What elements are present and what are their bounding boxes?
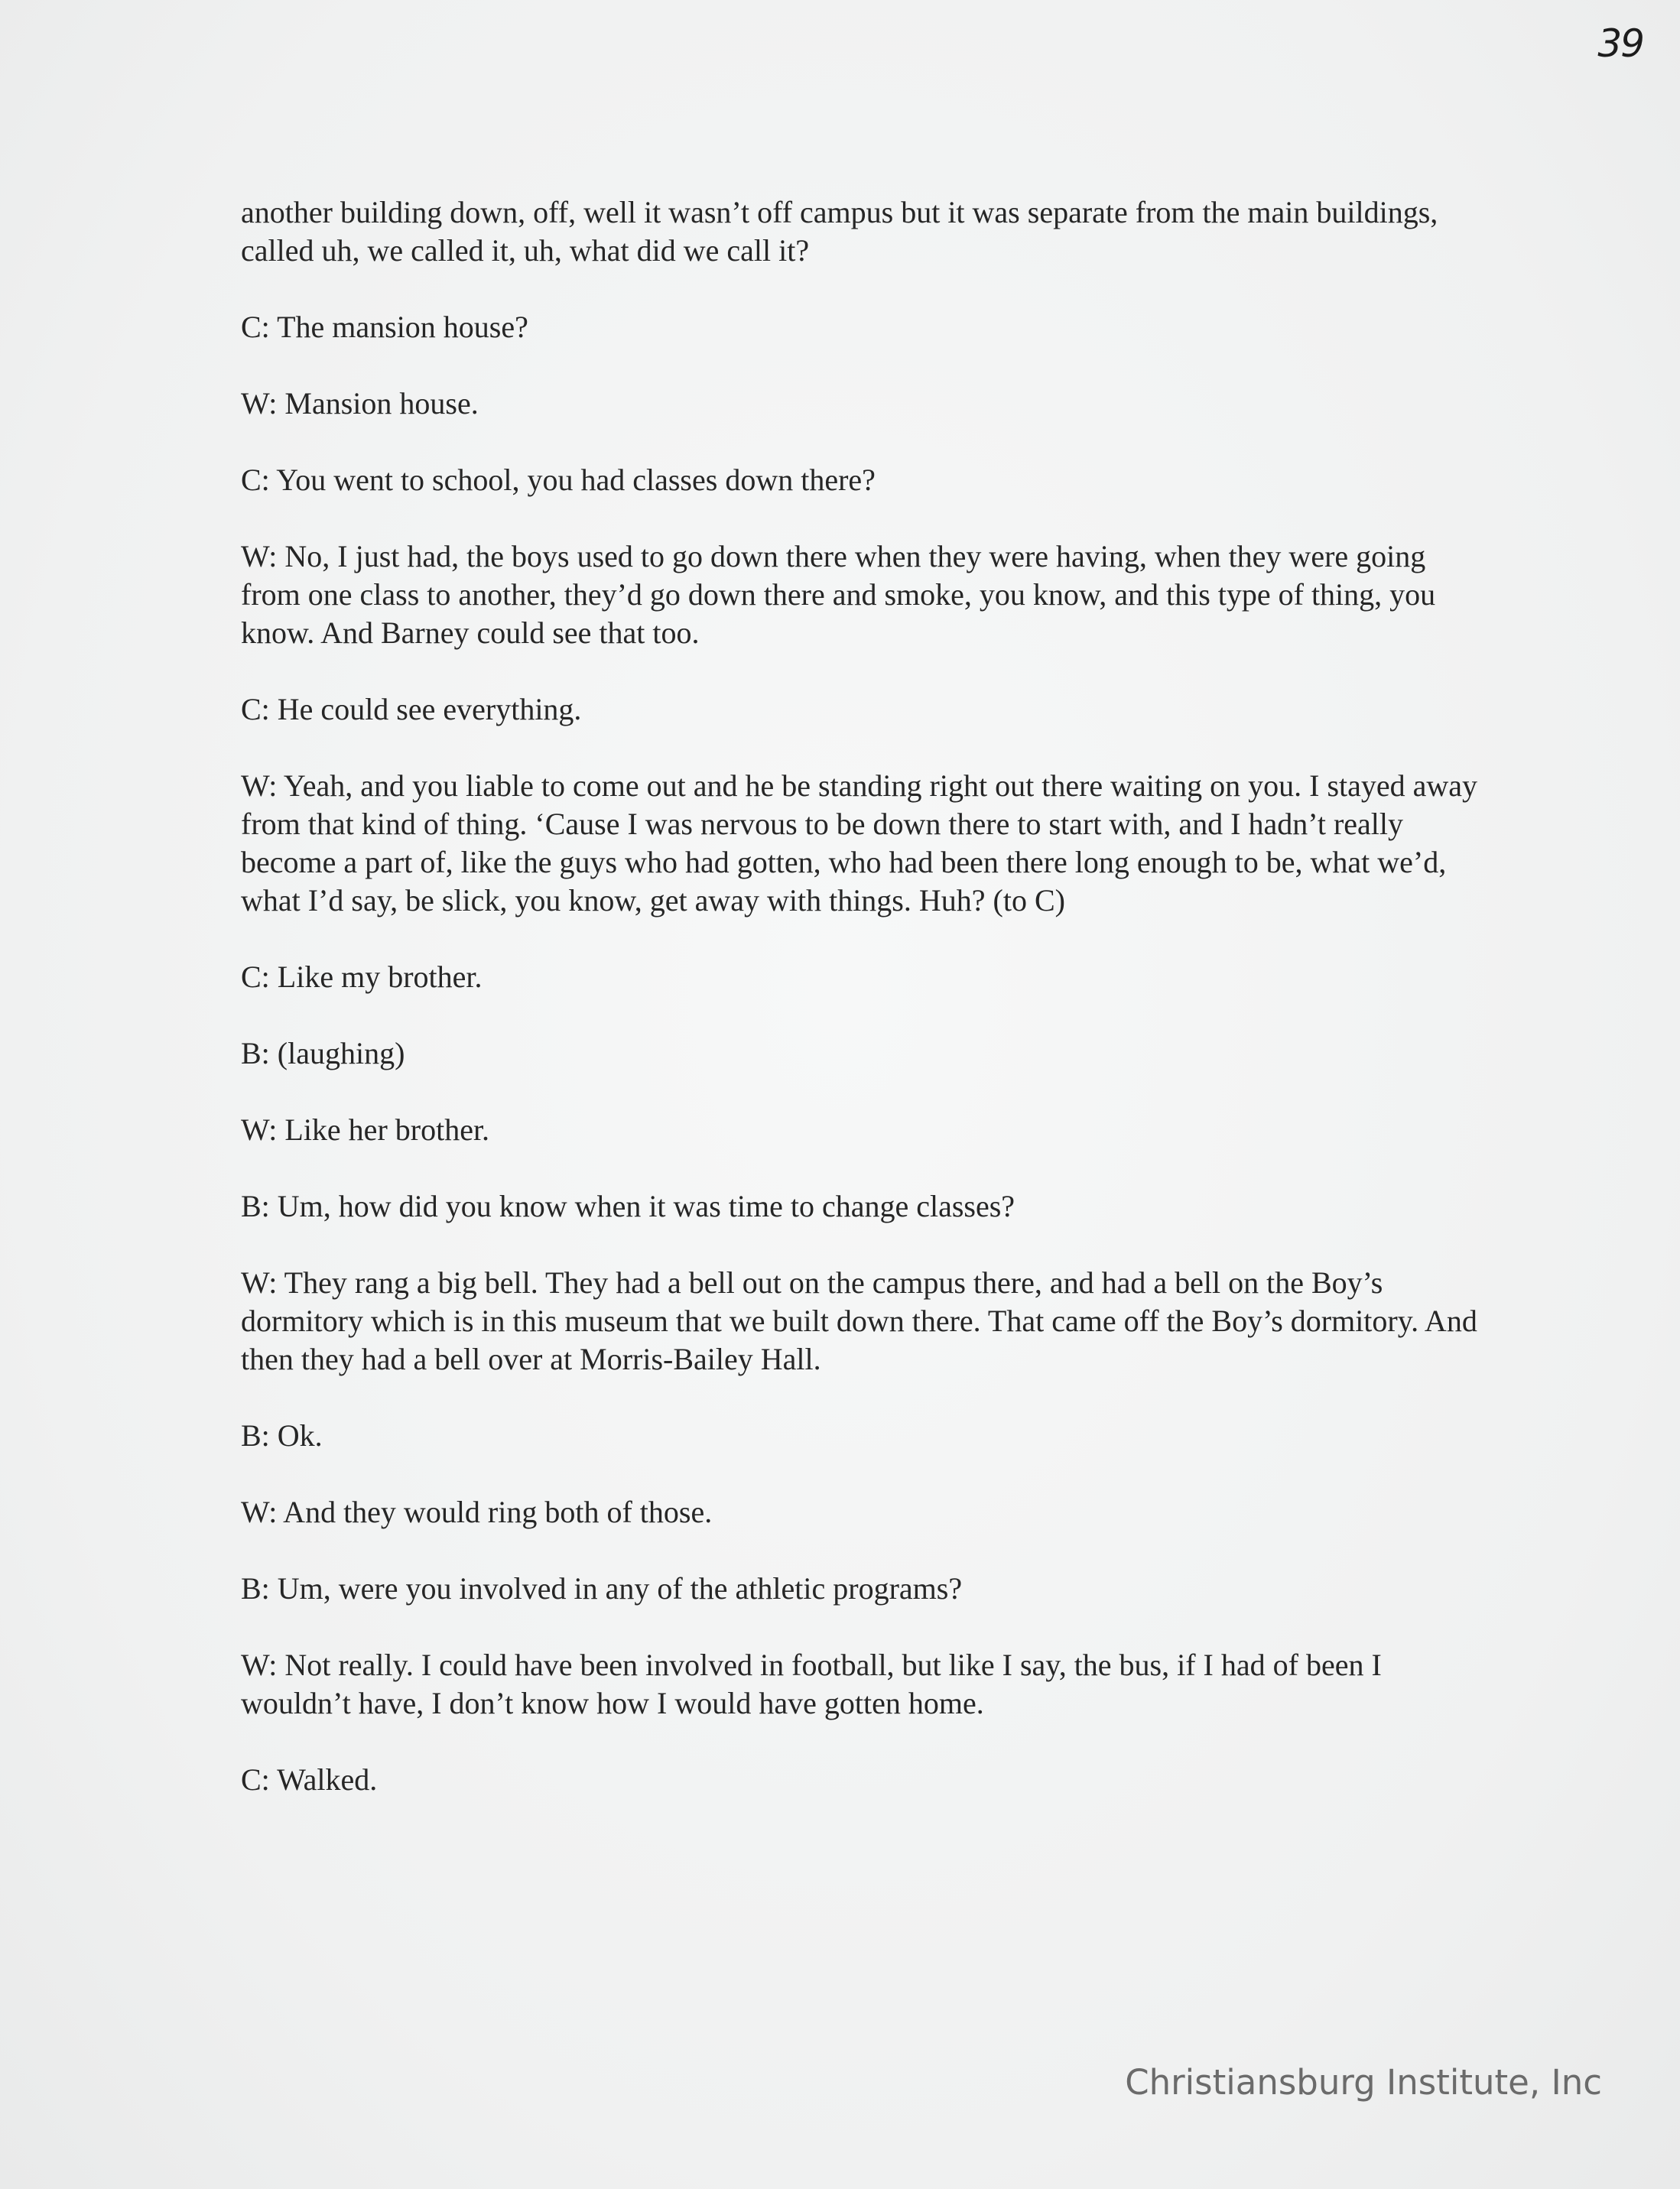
transcript-paragraph: W: And they would ring both of those. <box>241 1495 713 1529</box>
transcript-paragraph: C: You went to school, you had classes down there? <box>241 463 876 497</box>
transcript-paragraph: W: Yeah, and you liable to come out and he be standing right out there waiting on you. I stayed away from that kind of thing. ‘Cause I was nervous to be down there to start with, and I hadn’t really become a part of, like the guys who had gotten, who had been there long enough to be, what we’d, what I’d say, be slick, you know, get away with things. Huh? (to C) <box>241 768 1478 917</box>
transcript-paragraph: W: No, I just had, the boys used to go down there when they were having, when they were going from one class to another, they’d go down there and smoke, you know, and this type of thing, you know. And Barney could see that too. <box>241 539 1436 650</box>
transcript-body <box>241 193 1480 1799</box>
transcript-paragraph: C: Walked. <box>241 1762 378 1797</box>
handwritten-page-number: 39 <box>1597 21 1643 66</box>
transcript-paragraph: W: Mansion house. <box>241 386 479 421</box>
transcript-paragraph: C: Like my brother. <box>241 960 483 994</box>
transcript-paragraph: C: The mansion house? <box>241 310 528 344</box>
transcript-paragraph: W: Not really. I could have been involved in football, but like I say, the bus, if I had of been I wouldn’t have, I don’t know how I would have gotten home. <box>241 1648 1382 1720</box>
transcript-paragraph: B: Um, how did you know when it was time to change classes? <box>241 1189 1015 1223</box>
transcript-paragraph: C: He could see everything. <box>241 692 582 726</box>
transcript-paragraph: B: Um, were you involved in any of the athletic programs? <box>241 1571 963 1606</box>
transcript-paragraph: another building down, off, well it wasn’t off campus but it was separate from the main buildings, called uh, we called it, uh, what did we call it? <box>241 195 1438 268</box>
transcript-paragraph: B: Ok. <box>241 1418 323 1453</box>
transcript-paragraph: W: They rang a big bell. They had a bell out on the campus there, and had a bell on the Boy’s dormitory which is in this museum that we built down there. That came off the Boy’s dormitory. And then they had a bell over at Morris-Bailey Hall. <box>241 1265 1477 1376</box>
transcript-paragraph: W: Like her brother. <box>241 1112 490 1147</box>
transcript-paragraph: B: (laughing) <box>241 1036 405 1070</box>
watermark-text: Christiansburg Institute, Inc <box>1125 2062 1602 2103</box>
